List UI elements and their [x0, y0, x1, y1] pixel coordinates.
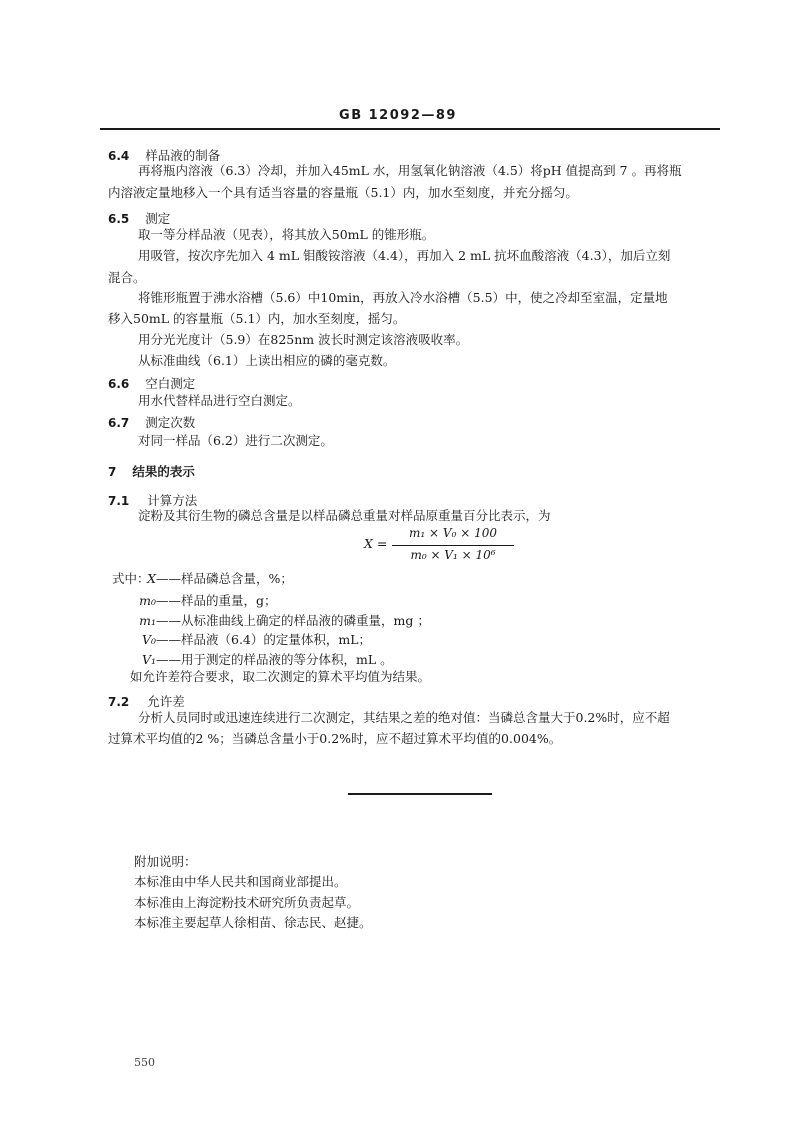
section-number: 6.4 — [108, 149, 130, 163]
section-number: 6.6 — [108, 377, 130, 391]
section-6-5-line-3: 混合。 — [108, 270, 146, 285]
section-7-1-note: 如允许差符合要求，取二次测定的算术平均值为结果。 — [130, 669, 431, 684]
section-6-5-line-6: 用分光光度计（5.9）在825nm 波长时测定该溶液吸收率。 — [138, 332, 469, 347]
additional-note-line: 本标准由中华人民共和国商业部提出。 — [134, 874, 347, 889]
definition-row — [112, 630, 371, 648]
section-number: 6.7 — [108, 416, 130, 430]
definition-row — [112, 569, 293, 587]
section-6-6-line-1: 用水代替样品进行空白测定。 — [138, 393, 301, 408]
document-header: GB 12092—89 — [339, 108, 457, 123]
additional-note-line: 本标准由上海淀粉技术研究所负责起草。 — [134, 895, 360, 910]
formula-denominator: m₀ × V₁ × 10⁶ — [410, 548, 496, 562]
section-number: 7.2 — [108, 695, 130, 709]
page-number: 550 — [134, 1056, 155, 1069]
formula-lhs: X = — [364, 536, 388, 551]
section-title: 样品液的制备 — [145, 148, 221, 163]
section-6-5-line-2: 用吸管，按次序先加入 4 mL 钼酸铵溶液（4.4），再加入 2 mL 抗坏血酸溶液（4.3），加后立刻 — [138, 248, 671, 263]
section-6-4-line-2: 内溶液定量地移入一个具有适当容量的容量瓶（5.1）内，加水至刻度，并充分摇匀。 — [108, 185, 578, 200]
section-6-5-line-5: 移入50mL 的容量瓶（5.1）内，加水至刻度，摇匀。 — [108, 311, 406, 326]
definition-text: ——用于测定的样品液的等分体积，mL 。 — [156, 652, 393, 667]
end-rule — [348, 793, 492, 795]
header-rule — [100, 128, 720, 130]
section-title: 允许差 — [147, 694, 185, 709]
section-title: 空白测定 — [145, 376, 196, 391]
definition-symbol: m₀ — [139, 593, 156, 608]
definition-symbol: X — [147, 571, 156, 586]
definition-row — [112, 611, 430, 629]
fraction-bar — [392, 545, 514, 546]
section-title: 测定次数 — [145, 415, 196, 430]
section-7-heading — [108, 462, 195, 480]
formula-numerator: m₁ × V₀ × 100 — [409, 526, 497, 540]
definition-text: ——样品磷总含量，%； — [156, 571, 293, 586]
definition-text: ——从标准曲线上确定的样品液的磷重量，mg ； — [156, 613, 430, 628]
section-6-5-line-4: 将锥形瓶置于沸水浴槽（5.6）中10min，再放入冷水浴槽（5.5）中，使之冷却至室温，定量地 — [138, 290, 668, 305]
additional-notes-heading: 附加说明： — [134, 854, 197, 869]
definition-text: ——样品液（6.4）的定量体积，mL； — [156, 632, 372, 647]
where-label: 式中： — [112, 571, 150, 586]
section-7-2-line-2: 过算术平均值的2 %；当磷总含量小于0.2%时，应不超过算术平均值的0.004%。 — [108, 731, 562, 746]
definition-symbol: m₁ — [139, 613, 156, 628]
section-7-2-line-1: 分析人员同时或迅速连续进行二次测定，其结果之差的绝对值：当磷总含量大于0.2%时，应不超 — [138, 710, 670, 725]
section-title: 结果的表示 — [132, 464, 195, 479]
definition-row — [112, 591, 277, 609]
section-6-5-line-7: 从标准曲线（6.1）上读出相应的磷的毫克数。 — [138, 353, 396, 368]
section-number: 6.5 — [108, 212, 130, 226]
section-title: 计算方法 — [147, 493, 198, 508]
section-6-4-line-1: 再将瓶内溶液（6.3）冷却，并加入45mL 水，用氢氧化钠溶液（4.5）将pH 值提高到 7 。再将瓶 — [138, 163, 682, 178]
section-number: 7 — [108, 465, 117, 479]
definition-text: ——样品的重量，g； — [156, 593, 277, 608]
section-6-7-line-1: 对同一样品（6.2）进行二次测定。 — [138, 433, 333, 448]
additional-note-line: 本标准主要起草人徐相苗、徐志民、赵捷。 — [134, 915, 372, 930]
section-6-7-heading — [108, 413, 195, 431]
definition-symbol: V₁ — [141, 652, 156, 667]
section-7-1-intro: 淀粉及其衍生物的磷总含量是以样品磷总重量对样品原重量百分比表示，为 — [138, 508, 551, 523]
section-number: 7.1 — [108, 494, 130, 508]
definition-symbol: V₀ — [141, 632, 156, 647]
section-6-5-line-1: 取一等分样品液（见表），将其放入50mL 的锥形瓶。 — [138, 227, 435, 242]
section-title: 测定 — [145, 211, 171, 226]
